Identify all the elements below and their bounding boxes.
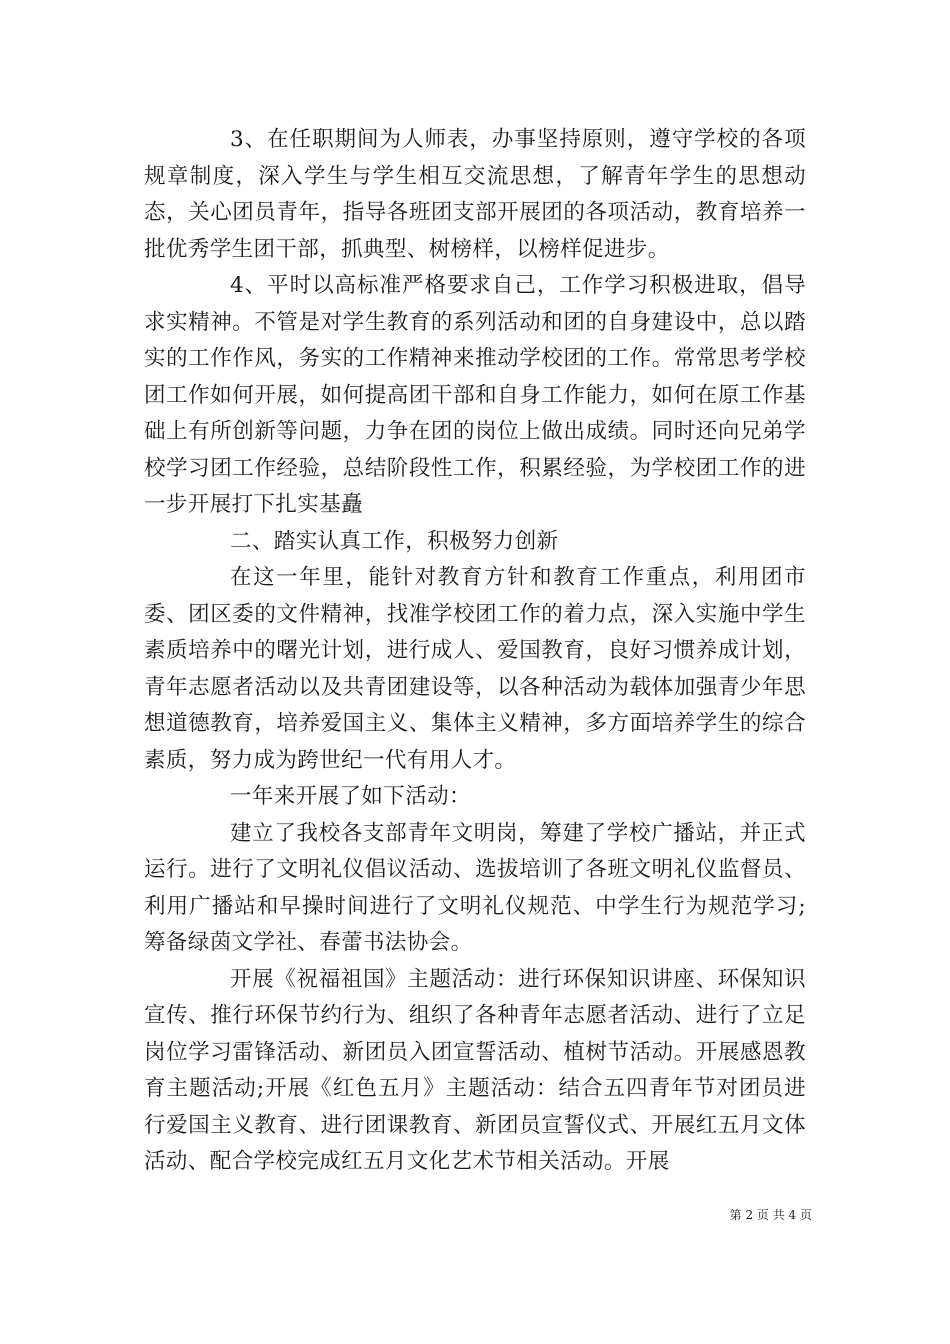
document-body xyxy=(144,122,806,1181)
paragraph-item-4: 4、平时以高标准严格要求自己，工作学习积极进取，倡导求实精神。不管是对学生教育的系列活动和团的自身建设中，总以踏实的工作作风，务实的工作精神来推动学校团的工作。常常思考学校团工作如何开展，如何提高团干部和自身工作能力，如何在原工作基础上有所创新等问题，力争在团的岗位上做出成绩。同时还向兄弟学校学习团工作经验，总结阶段性工作，积累经验，为学校团工作的进一步开展打下扎实基矗 xyxy=(144,273,806,517)
paragraph-activities-1: 建立了我校各支部青年文明岗，筹建了学校广播站，并正式运行。进行了文明礼仪倡议活动、选拔培训了各班文明礼仪监督员、利用广播站和早操时间进行了文明礼仪规范、中学生行为规范学习;筹备绿茵文学社、春蕾书法协会。 xyxy=(144,820,806,955)
section-heading: 二、踏实认真工作，积极努力创新 xyxy=(230,528,559,554)
page-number: 第 2 页 共 4 页 xyxy=(729,1208,812,1222)
activities-intro: 一年来开展了如下活动： xyxy=(230,784,471,809)
paragraph-item-3: 3、在任职期间为人师表，办事坚持原则，遵守学校的各项规章制度，深入学生与学生相互交流思想，了解青年学生的思想动态，关心团员青年，指导各班团支部开展团的各项活动，教育培养一批优秀学生团干部，抓典型、树榜样，以榜样促进步。 xyxy=(144,127,806,262)
paragraph-activities-2: 开展《祝福祖国》主题活动：进行环保知识讲座、环保知识宣传、推行环保节约行为、组织了各种青年志愿者活动、进行了立足岗位学习雷锋活动、新团员入团宣誓活动、植树节活动。开展感恩教育主题活动;开展《红色五月》主题活动：结合五四青年节对团员进行爱国主义教育、进行团课教育、新团员宣誓仪式、开展红五月文体活动、配合学校完成红五月文化艺术节相关活动。开展 xyxy=(144,966,806,1174)
paragraph-year-summary: 在这一年里，能针对教育方针和教育工作重点，利用团市委、团区委的文件精神，找准学校团工作的着力点，深入实施中学生素质培养中的曙光计划，进行成人、爱国教育，良好习惯养成计划，青年志愿者活动以及共青团建设等，以各种活动为载体加强青少年思想道德教育，培养爱国主义、集体主义精神，多方面培养学生的综合素质，努力成为跨世纪一代有用人才。 xyxy=(144,565,806,773)
